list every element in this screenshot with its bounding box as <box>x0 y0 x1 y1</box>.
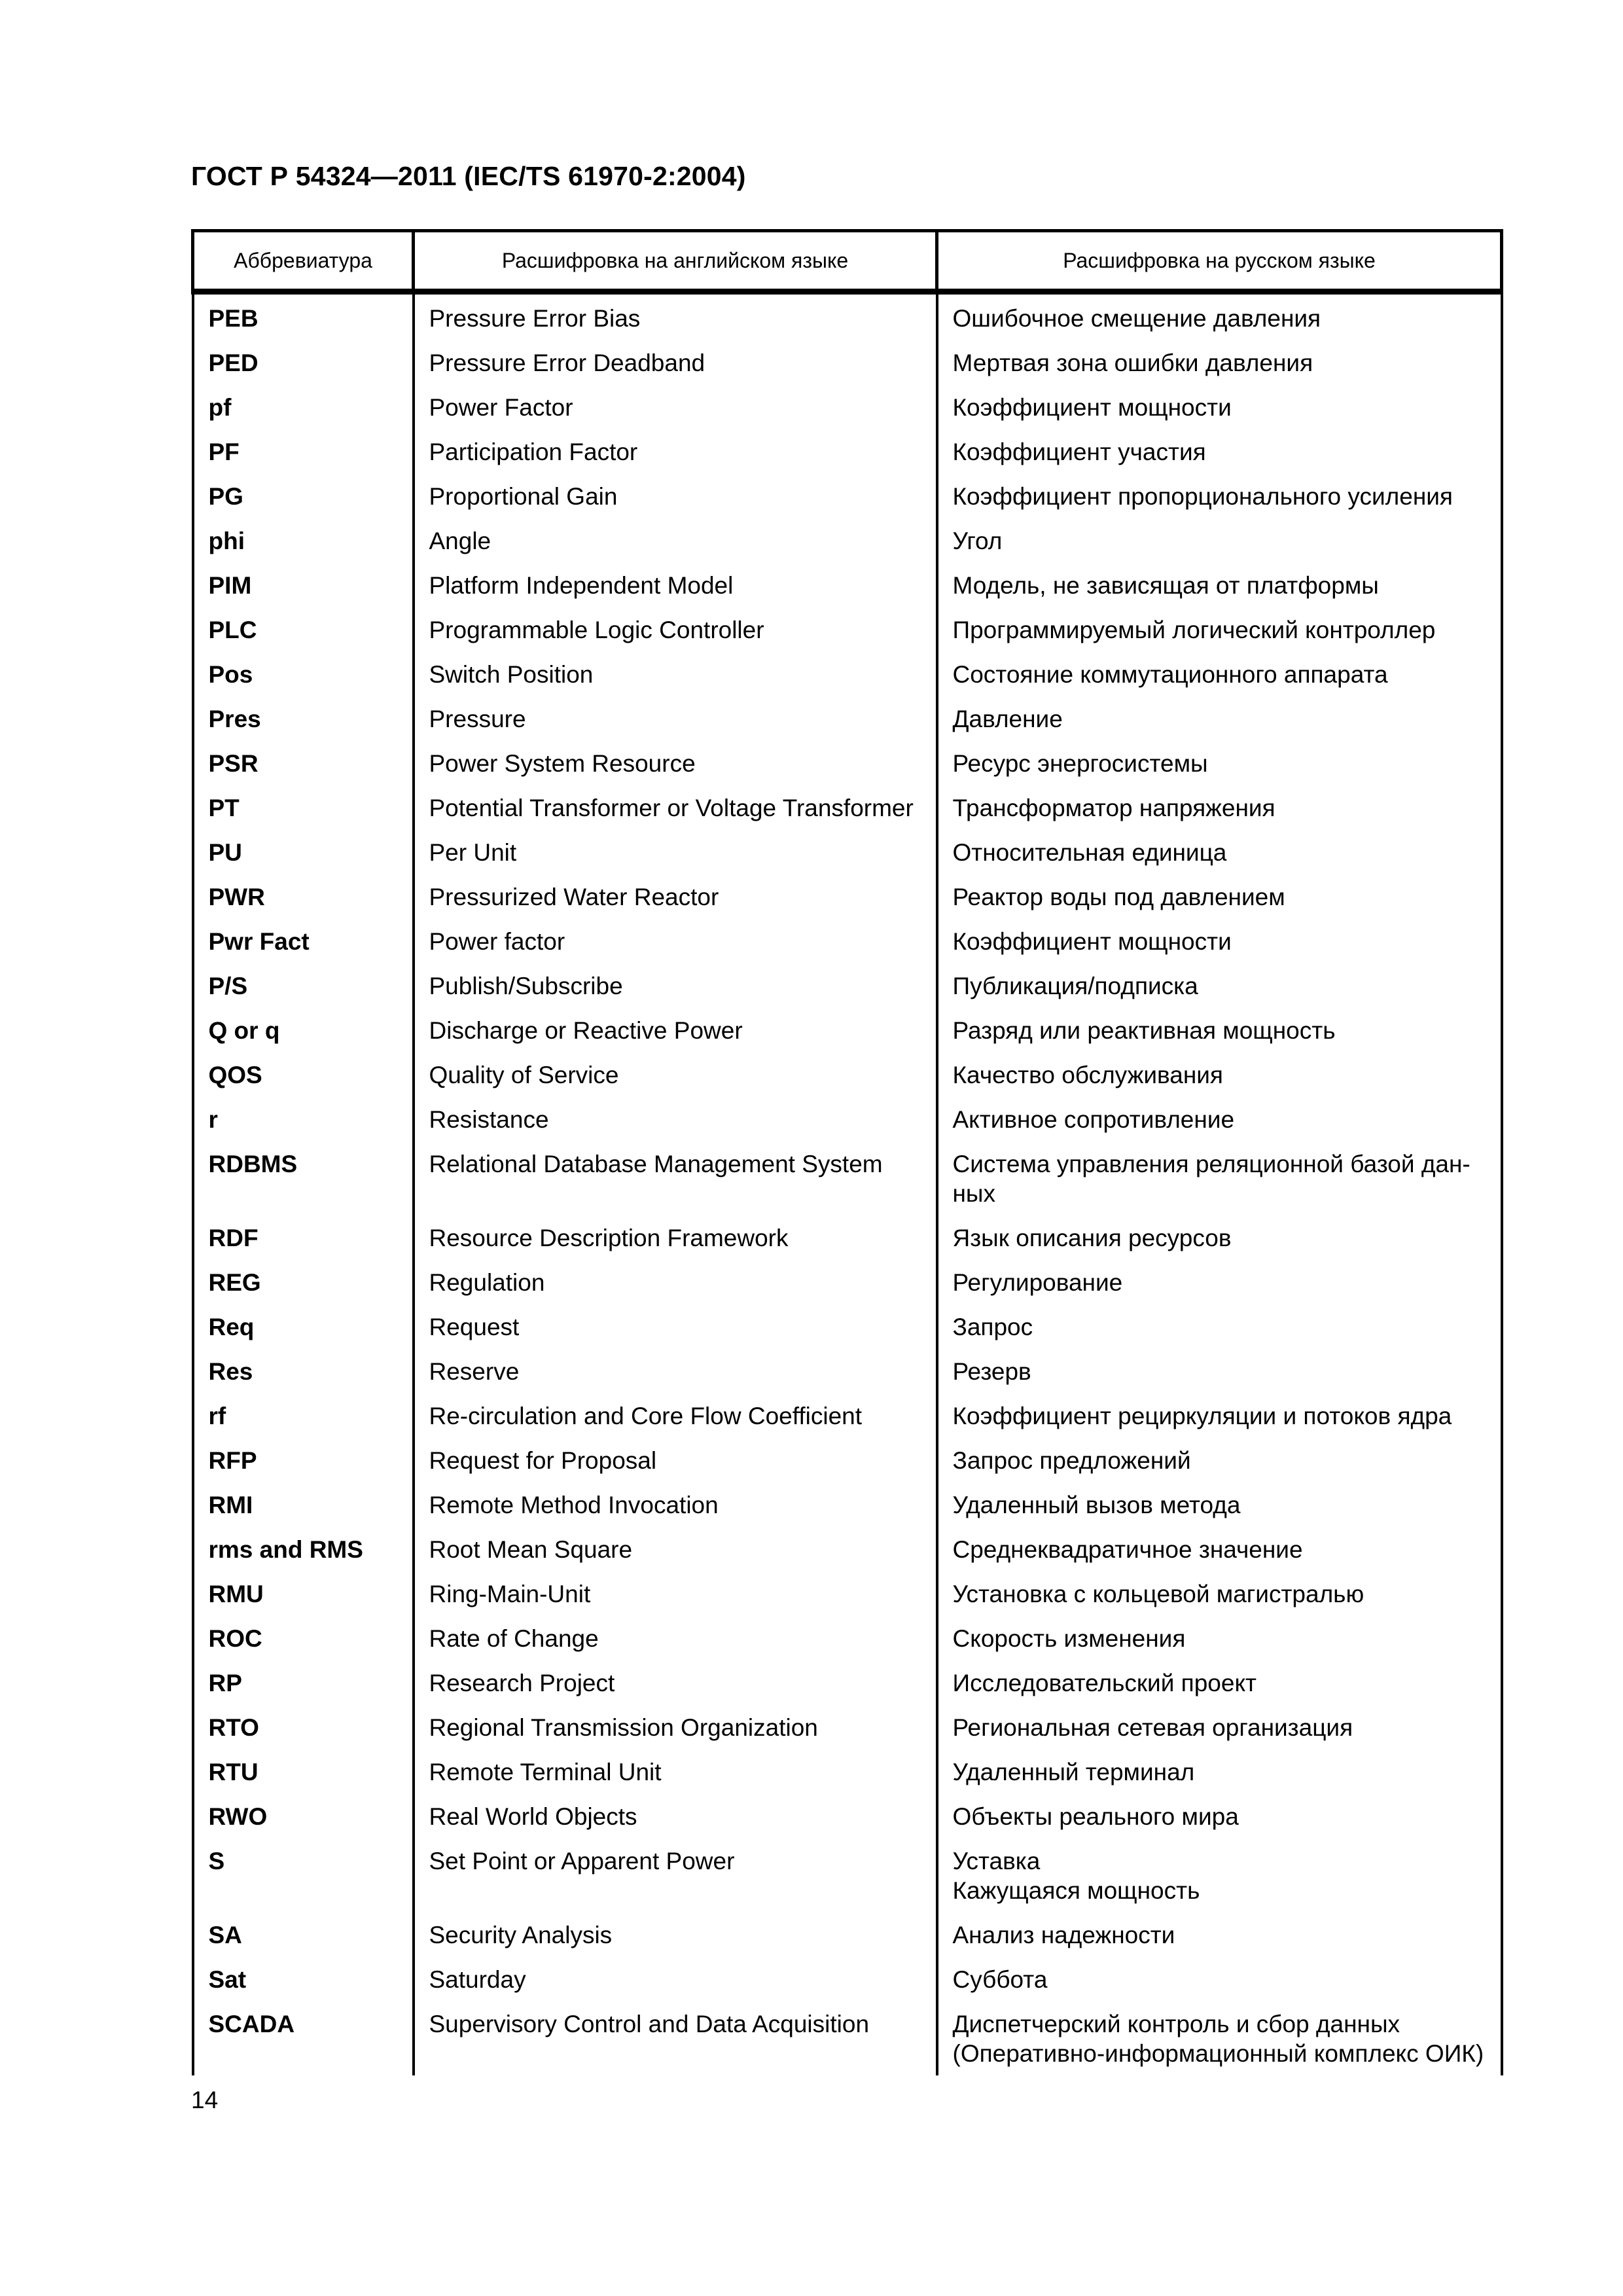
table-row <box>193 1141 1502 1215</box>
column-header-russian: Расшифровка на русском языке <box>937 231 1502 292</box>
table-header <box>193 231 1502 292</box>
russian-term-cell: Среднеквадратичное значение <box>937 1527 1502 1571</box>
table-row <box>193 340 1502 385</box>
table-row <box>193 1839 1502 1912</box>
table-row <box>193 1215 1502 1260</box>
english-term-cell: Resistance <box>414 1097 937 1141</box>
russian-term-cell: Установка с кольцевой магистралью <box>937 1571 1502 1616</box>
english-term-cell: Proportional Gain <box>414 474 937 518</box>
russian-term-cell: Ресурс энергосистемы <box>937 741 1502 785</box>
table-row <box>193 919 1502 963</box>
english-term-cell: Supervisory Control and Data Acquisition <box>414 2001 937 2075</box>
abbreviation-cell: RTU <box>193 1749 414 1794</box>
table-row <box>193 429 1502 474</box>
abbreviation-cell: PG <box>193 474 414 518</box>
russian-term-cell: Региональная сетевая организация <box>937 1705 1502 1749</box>
abbreviation-cell: PIM <box>193 563 414 607</box>
russian-term-cell: Коэффициент мощности <box>937 385 1502 429</box>
english-term-cell: Power Factor <box>414 385 937 429</box>
english-term-cell: Pressure Error Bias <box>414 292 937 341</box>
english-term-cell: Remote Method Invocation <box>414 1482 937 1527</box>
table-row <box>193 518 1502 563</box>
russian-term-cell: Модель, не зависящая от платформы <box>937 563 1502 607</box>
english-term-cell: Research Project <box>414 1660 937 1705</box>
abbreviation-cell: Req <box>193 1304 414 1349</box>
table-row <box>193 696 1502 741</box>
russian-term-cell: Уставка Кажущаяся мощность <box>937 1839 1502 1912</box>
english-term-cell: Root Mean Square <box>414 1527 937 1571</box>
table-row <box>193 874 1502 919</box>
russian-term-cell: Состояние коммутационного аппарата <box>937 652 1502 696</box>
table-row <box>193 1260 1502 1304</box>
table-row <box>193 1571 1502 1616</box>
table-row <box>193 474 1502 518</box>
abbreviation-cell: Res <box>193 1349 414 1393</box>
table-row <box>193 1482 1502 1527</box>
abbreviation-cell: ROC <box>193 1616 414 1660</box>
abbreviation-cell: RMU <box>193 1571 414 1616</box>
russian-term-cell: Ошибочное смещение давления <box>937 292 1502 341</box>
abbreviation-cell: PSR <box>193 741 414 785</box>
table-row <box>193 963 1502 1008</box>
table-row <box>193 785 1502 830</box>
english-term-cell: Regulation <box>414 1260 937 1304</box>
english-term-cell: Resource Description Framework <box>414 1215 937 1260</box>
abbreviation-cell: RWO <box>193 1794 414 1839</box>
english-term-cell: Participation Factor <box>414 429 937 474</box>
abbreviation-cell: rf <box>193 1393 414 1438</box>
russian-term-cell: Регулирование <box>937 1260 1502 1304</box>
table-row <box>193 1349 1502 1393</box>
russian-term-cell: Суббота <box>937 1957 1502 2001</box>
russian-term-cell: Коэффициент участия <box>937 429 1502 474</box>
abbreviation-cell: QOS <box>193 1052 414 1097</box>
abbreviation-cell: PF <box>193 429 414 474</box>
table-row <box>193 1052 1502 1097</box>
abbreviation-cell: RDBMS <box>193 1141 414 1215</box>
abbreviation-cell: RTO <box>193 1705 414 1749</box>
english-term-cell: Reserve <box>414 1349 937 1393</box>
russian-term-cell: Удаленный терминал <box>937 1749 1502 1794</box>
table-row <box>193 652 1502 696</box>
english-term-cell: Angle <box>414 518 937 563</box>
russian-term-cell: Качество обслуживания <box>937 1052 1502 1097</box>
english-term-cell: Regional Transmission Organization <box>414 1705 937 1749</box>
abbreviation-cell: RMI <box>193 1482 414 1527</box>
english-term-cell: Saturday <box>414 1957 937 2001</box>
abbreviation-cell: Pres <box>193 696 414 741</box>
english-term-cell: Per Unit <box>414 830 937 874</box>
table-body <box>193 292 1502 2076</box>
table-row <box>193 830 1502 874</box>
russian-term-cell: Программируемый логический контроллер <box>937 607 1502 652</box>
table-row <box>193 1097 1502 1141</box>
abbreviation-cell: REG <box>193 1260 414 1304</box>
russian-term-cell: Диспетчерский контроль и сбор данных (Оперативно-информационный комплекс ОИК) <box>937 2001 1502 2075</box>
english-term-cell: Real World Objects <box>414 1794 937 1839</box>
russian-term-cell: Запрос <box>937 1304 1502 1349</box>
table-row <box>193 385 1502 429</box>
abbreviation-cell: RP <box>193 1660 414 1705</box>
russian-term-cell: Резерв <box>937 1349 1502 1393</box>
table-row <box>193 1616 1502 1660</box>
table-row <box>193 292 1502 341</box>
table-row <box>193 1912 1502 1957</box>
abbreviations-table <box>191 229 1503 2075</box>
english-term-cell: Re-circulation and Core Flow Coefficient <box>414 1393 937 1438</box>
table-row <box>193 1304 1502 1349</box>
english-term-cell: Potential Transformer or Voltage Transformer <box>414 785 937 830</box>
abbreviation-cell: rms and RMS <box>193 1527 414 1571</box>
abbreviation-cell: phi <box>193 518 414 563</box>
table-row <box>193 2001 1502 2075</box>
abbreviation-cell: PU <box>193 830 414 874</box>
abbreviation-cell: PEB <box>193 292 414 341</box>
english-term-cell: Publish/Subscribe <box>414 963 937 1008</box>
abbreviation-cell: P/S <box>193 963 414 1008</box>
english-term-cell: Discharge or Reactive Power <box>414 1008 937 1052</box>
russian-term-cell: Коэффициент рециркуляции и потоков ядра <box>937 1393 1502 1438</box>
english-term-cell: Switch Position <box>414 652 937 696</box>
russian-term-cell: Язык описания ресурсов <box>937 1215 1502 1260</box>
document-header: ГОСТ Р 54324—2011 (IEC/TS 61970-2:2004) <box>191 161 746 191</box>
abbreviation-cell: PWR <box>193 874 414 919</box>
russian-term-cell: Удаленный вызов метода <box>937 1482 1502 1527</box>
abbreviations-table-container <box>191 229 1500 2075</box>
abbreviation-cell: RDF <box>193 1215 414 1260</box>
page-number: 14 <box>191 2087 219 2113</box>
english-term-cell: Pressurized Water Reactor <box>414 874 937 919</box>
russian-term-cell: Угол <box>937 518 1502 563</box>
table-row <box>193 1008 1502 1052</box>
russian-term-cell: Относительная единица <box>937 830 1502 874</box>
russian-term-cell: Объекты реального мира <box>937 1794 1502 1839</box>
abbreviation-cell: Pos <box>193 652 414 696</box>
russian-term-cell: Запрос предложений <box>937 1438 1502 1482</box>
russian-term-cell: Коэффициент мощности <box>937 919 1502 963</box>
english-term-cell: Power factor <box>414 919 937 963</box>
russian-term-cell: Коэффициент пропорционального усиления <box>937 474 1502 518</box>
english-term-cell: Security Analysis <box>414 1912 937 1957</box>
table-row <box>193 1794 1502 1839</box>
abbreviation-cell: Pwr Fact <box>193 919 414 963</box>
english-term-cell: Relational Database Management System <box>414 1141 937 1215</box>
abbreviation-cell: Sat <box>193 1957 414 2001</box>
english-term-cell: Ring-Main-Unit <box>414 1571 937 1616</box>
column-header-abbreviation: Аббревиатура <box>193 231 414 292</box>
russian-term-cell: Давление <box>937 696 1502 741</box>
table-row <box>193 1660 1502 1705</box>
abbreviation-cell: Q or q <box>193 1008 414 1052</box>
abbreviation-cell: SA <box>193 1912 414 1957</box>
table-row <box>193 1705 1502 1749</box>
abbreviation-cell: PT <box>193 785 414 830</box>
russian-term-cell: Активное сопротивление <box>937 1097 1502 1141</box>
table-row <box>193 741 1502 785</box>
table-row <box>193 1957 1502 2001</box>
table-row <box>193 1527 1502 1571</box>
abbreviation-cell: r <box>193 1097 414 1141</box>
english-term-cell: Request for Proposal <box>414 1438 937 1482</box>
russian-term-cell: Исследовательский проект <box>937 1660 1502 1705</box>
russian-term-cell: Разряд или реактивная мощность <box>937 1008 1502 1052</box>
abbreviation-cell: SCADA <box>193 2001 414 2075</box>
table-row <box>193 563 1502 607</box>
table-row <box>193 1393 1502 1438</box>
abbreviation-cell: PED <box>193 340 414 385</box>
russian-term-cell: Скорость изменения <box>937 1616 1502 1660</box>
russian-term-cell: Анализ надежности <box>937 1912 1502 1957</box>
english-term-cell: Remote Terminal Unit <box>414 1749 937 1794</box>
english-term-cell: Pressure <box>414 696 937 741</box>
abbreviation-cell: PLC <box>193 607 414 652</box>
column-header-english: Расшифровка на английском языке <box>414 231 937 292</box>
table-row <box>193 1749 1502 1794</box>
abbreviation-cell: S <box>193 1839 414 1912</box>
english-term-cell: Rate of Change <box>414 1616 937 1660</box>
russian-term-cell: Трансформатор напряжения <box>937 785 1502 830</box>
russian-term-cell: Публикация/подписка <box>937 963 1502 1008</box>
english-term-cell: Request <box>414 1304 937 1349</box>
english-term-cell: Set Point or Apparent Power <box>414 1839 937 1912</box>
russian-term-cell: Система управления реляционной базой дан- ных <box>937 1141 1502 1215</box>
table-row <box>193 1438 1502 1482</box>
russian-term-cell: Реактор воды под давлением <box>937 874 1502 919</box>
table-header-row <box>193 231 1502 292</box>
english-term-cell: Pressure Error Deadband <box>414 340 937 385</box>
abbreviation-cell: RFP <box>193 1438 414 1482</box>
english-term-cell: Platform Independent Model <box>414 563 937 607</box>
abbreviation-cell: pf <box>193 385 414 429</box>
english-term-cell: Quality of Service <box>414 1052 937 1097</box>
table-row <box>193 607 1502 652</box>
english-term-cell: Programmable Logic Controller <box>414 607 937 652</box>
english-term-cell: Power System Resource <box>414 741 937 785</box>
russian-term-cell: Мертвая зона ошибки давления <box>937 340 1502 385</box>
